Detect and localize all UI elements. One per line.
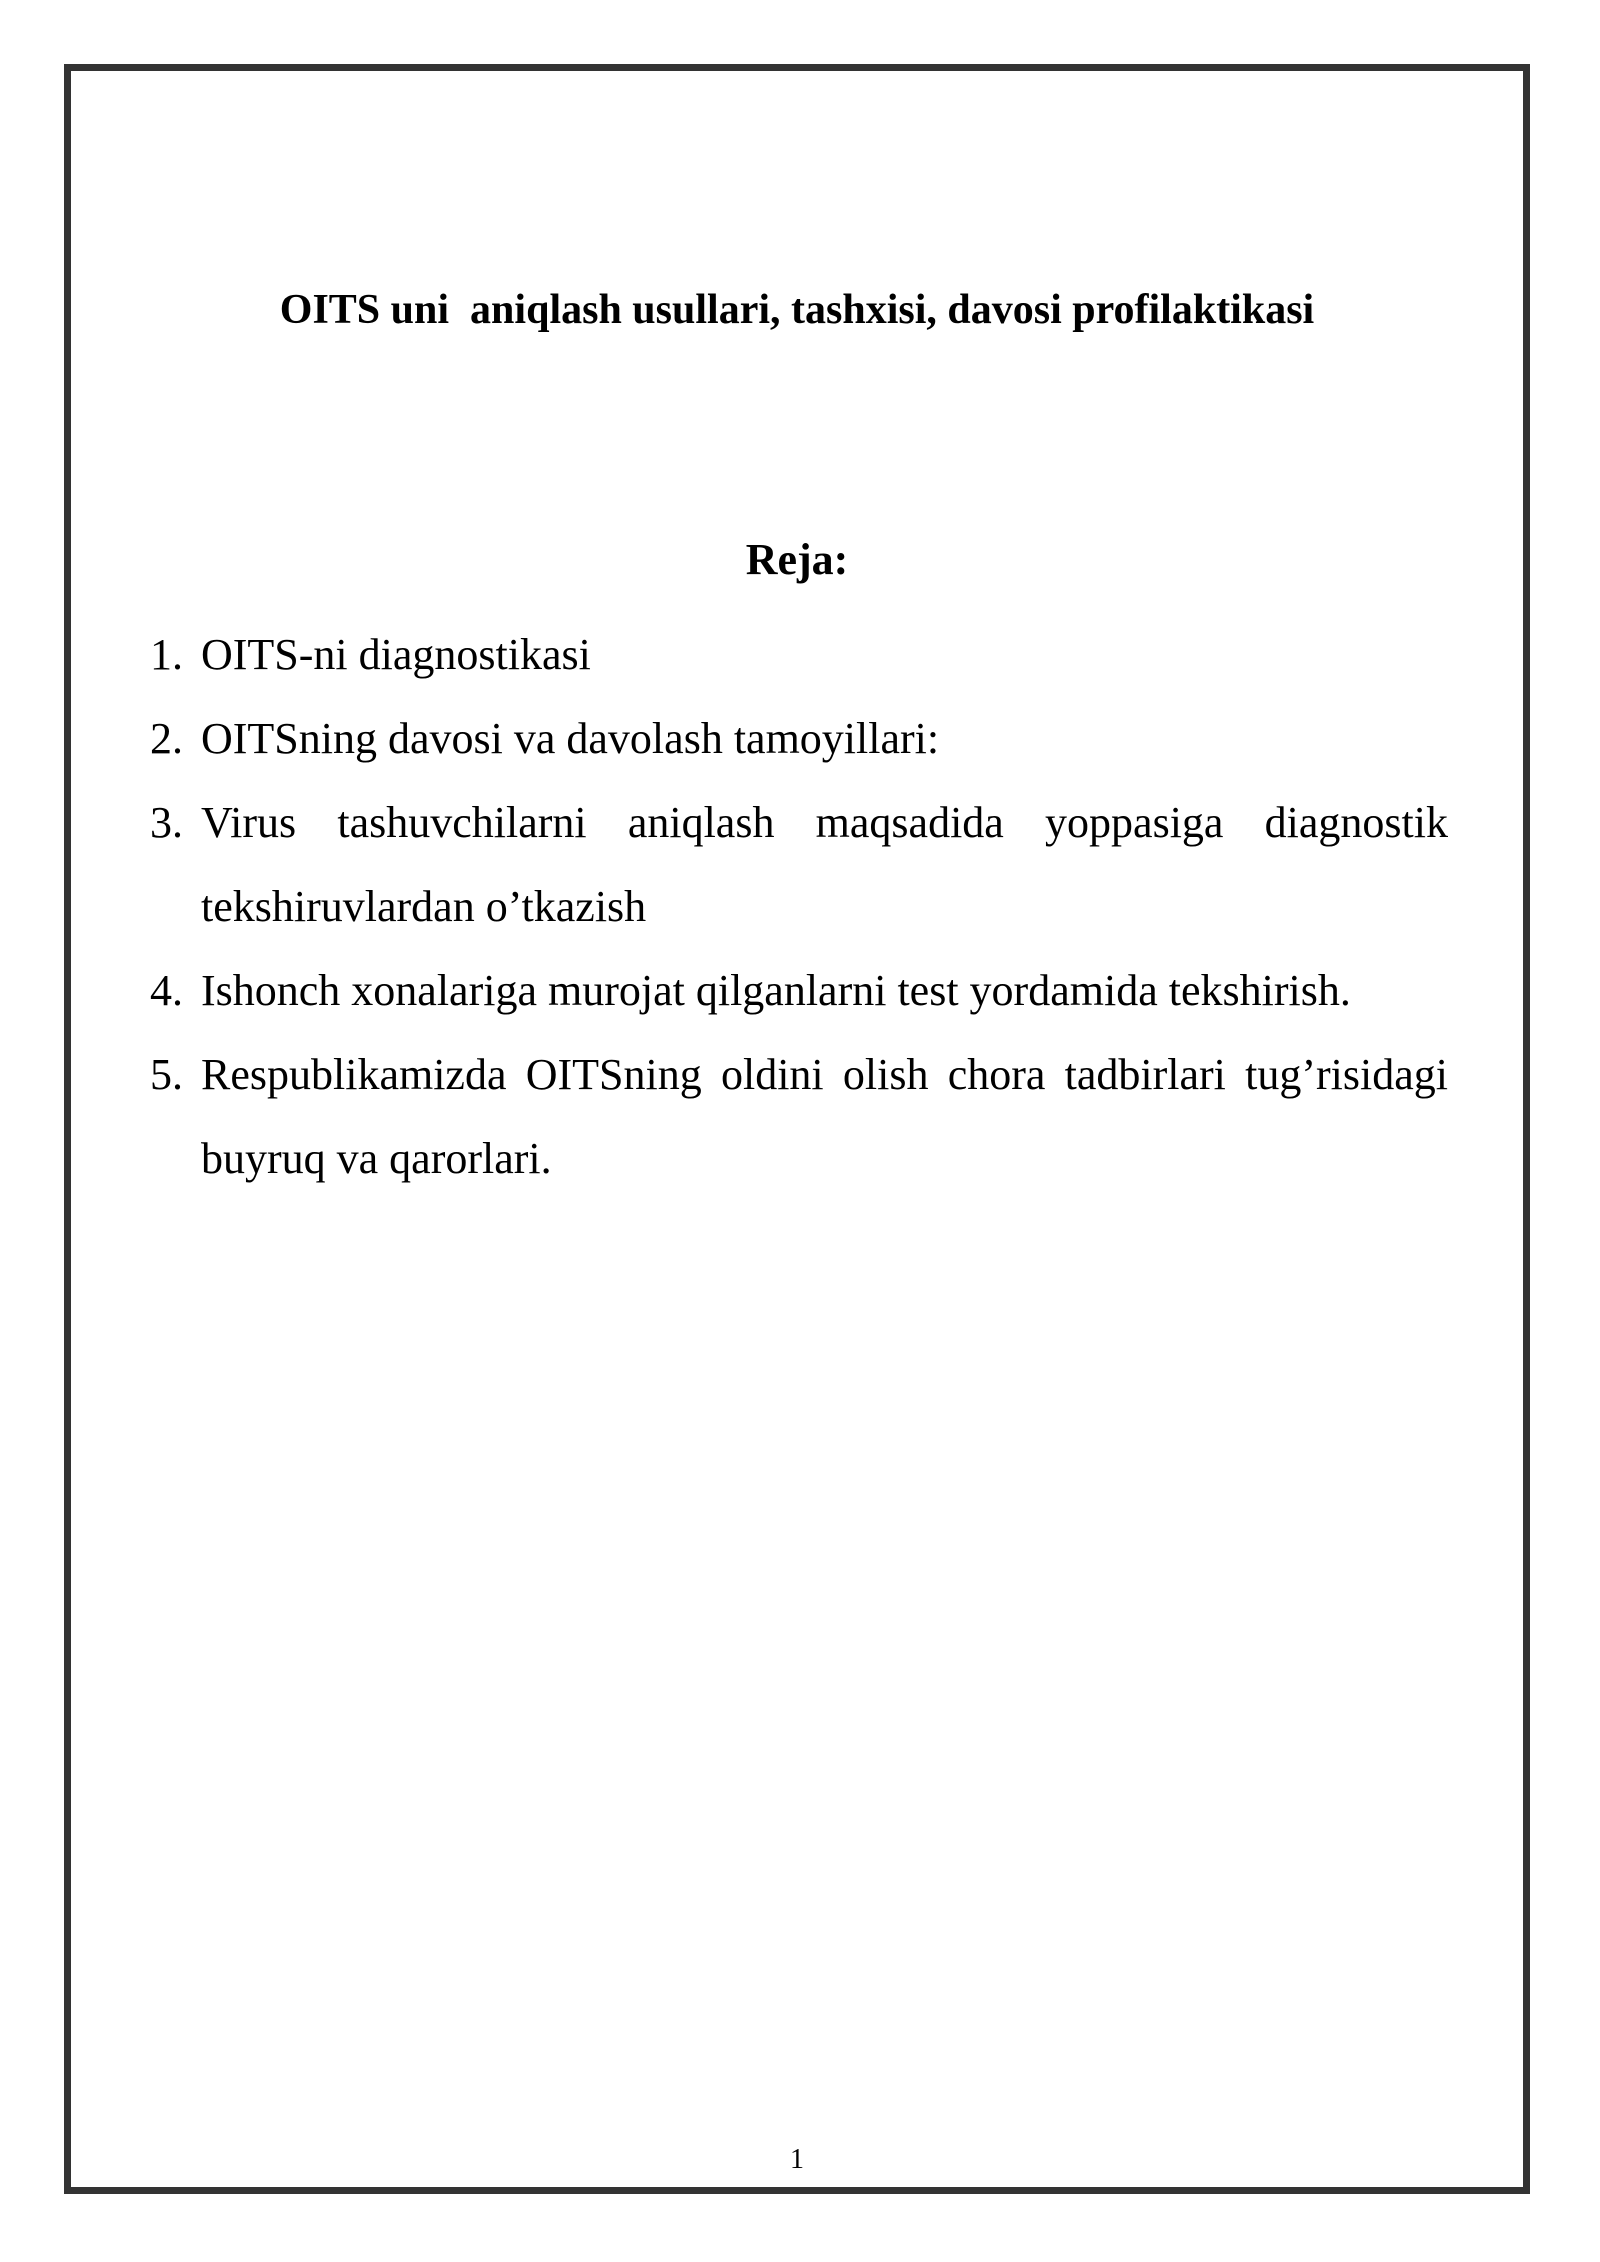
plan-item-text: OITS-ni diagnostikasi <box>201 630 591 679</box>
plan-item-2 <box>150 697 1448 781</box>
document-title: OITS uni aniqlash usullari, tashxisi, davosi profilaktikasi <box>279 287 1315 333</box>
plan-item-text: OITSning davosi va davolash tamoyillari: <box>201 714 940 763</box>
plan-heading: Reja: <box>745 535 849 584</box>
plan-item-4 <box>150 949 1448 1033</box>
plan-list <box>150 613 1448 1201</box>
plan-item-number: 4. <box>150 966 183 1015</box>
plan-item-1 <box>150 613 1448 697</box>
plan-item-text: Virus tashuvchilarni aniqlash maqsadida yoppasiga diagnostik tekshiruvlardan o’tkazish <box>201 798 1448 931</box>
plan-item-number: 2. <box>150 714 183 763</box>
plan-item-number: 1. <box>150 630 183 679</box>
plan-item-text: Ishonch xonalariga murojat qilganlarni test yordamida tekshirish. <box>201 966 1351 1015</box>
plan-item-number: 3. <box>150 798 183 847</box>
plan-item-3 <box>150 781 1448 949</box>
plan-item-5 <box>150 1033 1448 1201</box>
plan-item-text: Respublikamizda OITSning oldini olish chora tadbirlari tug’risidagi buyruq va qarorlari. <box>201 1050 1448 1183</box>
plan-item-number: 5. <box>150 1050 183 1099</box>
page-number: 1 <box>790 2144 804 2175</box>
